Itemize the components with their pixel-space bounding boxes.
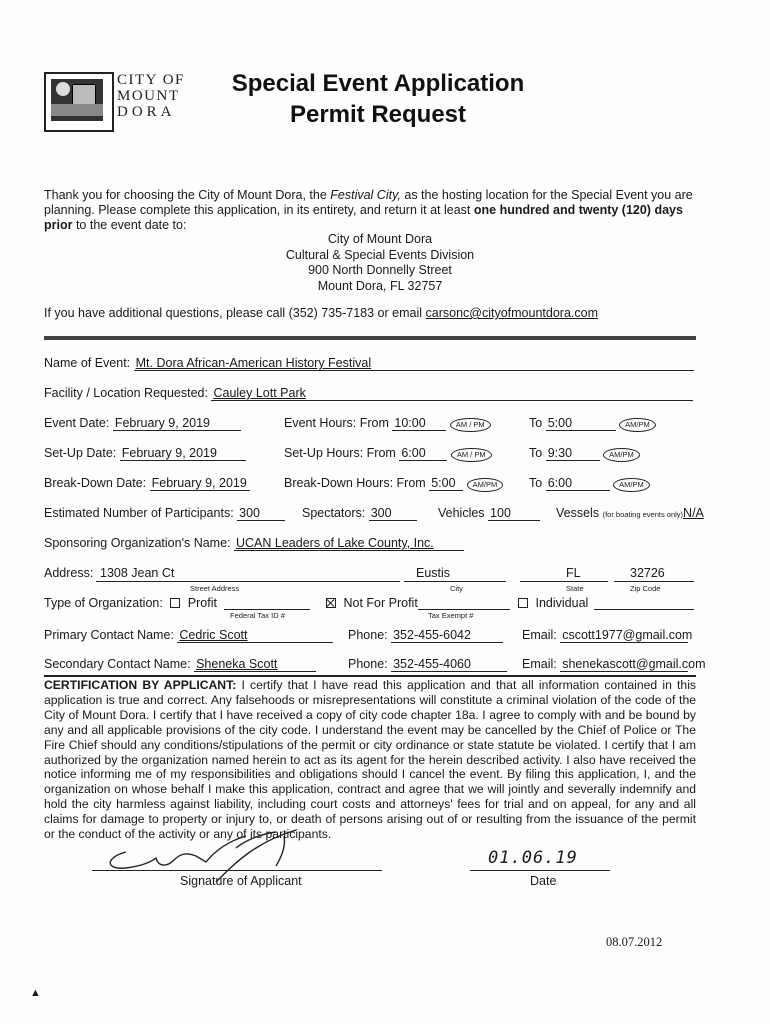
- setup-from-value: 6:00: [401, 446, 426, 460]
- secondary-email-value: shenekascott@gmail.com: [562, 657, 706, 671]
- event-to-label: To: [529, 416, 543, 430]
- primary-name-value: Cedric Scott: [179, 628, 248, 642]
- city-name: [117, 72, 185, 120]
- vessels-label: Vessels: [556, 506, 600, 520]
- individual-label: Individual: [535, 596, 589, 610]
- title-line2: Permit Request: [289, 101, 467, 128]
- org-type-row: [44, 596, 217, 610]
- primary-contact-row: [44, 628, 333, 643]
- signature-label: Signature of Applicant: [180, 874, 302, 888]
- participants-row: [44, 506, 285, 521]
- zip-value: 32726: [630, 566, 665, 580]
- secondary-contact-label: Secondary Contact Name:: [44, 657, 191, 671]
- breakdown-to-label: To: [529, 476, 543, 490]
- state-sublabel: State: [566, 584, 584, 593]
- event-hours-label: Event Hours: From: [284, 416, 389, 430]
- certification-paragraph: [44, 678, 696, 842]
- setup-to-group: [529, 446, 640, 462]
- vessels-value[interactable]: N/A: [683, 506, 704, 520]
- city-name-line1: CITY OF: [117, 72, 185, 88]
- event-to-ampm-circle[interactable]: AM/PM: [619, 418, 656, 432]
- sponsor-value: UCAN Leaders of Lake County, Inc.: [236, 536, 434, 550]
- event-hours-from-field[interactable]: [392, 416, 446, 431]
- spectators-label: Spectators:: [302, 506, 366, 520]
- primary-email-label: Email:: [522, 628, 557, 642]
- signature-date-value[interactable]: 01.06.19: [488, 848, 578, 868]
- nonprofit-checkbox[interactable]: [326, 598, 336, 608]
- zip-underline: [614, 581, 694, 582]
- zip-field[interactable]: [630, 566, 665, 580]
- date-line: [470, 870, 610, 871]
- name-of-event-value: Mt. Dora African-American History Festival: [135, 356, 372, 370]
- event-from-ampm-circle[interactable]: AM / PM: [450, 418, 491, 432]
- mailing-line4: Mount Dora, FL 32757: [317, 278, 443, 293]
- revision-date: 08.07.2012: [606, 935, 663, 949]
- secondary-name-value: Sheneka Scott: [196, 657, 278, 671]
- individual-group: [514, 596, 588, 610]
- secondary-email-label: Email:: [522, 657, 557, 671]
- setup-hours-label: Set-Up Hours: From: [284, 446, 396, 460]
- street-field[interactable]: [100, 566, 396, 580]
- secondary-email-group: [522, 657, 706, 672]
- state-field[interactable]: [566, 566, 581, 580]
- event-hours-from-value: 10:00: [394, 416, 426, 430]
- setup-date-field[interactable]: [120, 446, 246, 461]
- event-hours-to-value: 5:00: [547, 416, 573, 430]
- deadline-text: one hundred and twenty (120) days prior: [44, 203, 683, 232]
- street-sublabel: Street Address: [190, 584, 240, 593]
- tax-exempt-field[interactable]: [418, 609, 510, 610]
- spectators-value: 300: [370, 506, 392, 520]
- breakdown-from-field[interactable]: [429, 476, 463, 491]
- street-underline: [96, 581, 400, 582]
- event-date-label: Event Date:: [44, 416, 110, 430]
- setup-to-label: To: [529, 446, 543, 460]
- facility-value: Cauley Lott Park: [213, 386, 306, 400]
- setup-from-field[interactable]: [399, 446, 447, 461]
- event-date-row: [44, 416, 241, 431]
- secondary-phone-group: [348, 657, 507, 672]
- facility-field[interactable]: [211, 386, 693, 401]
- city-field[interactable]: [416, 566, 450, 580]
- date-label: Date: [530, 874, 557, 888]
- spectators-group: [302, 506, 417, 521]
- street-value: 1308 Jean Ct: [100, 566, 175, 580]
- setup-to-field[interactable]: [546, 446, 600, 461]
- title-line1: Special Event Application: [231, 70, 525, 97]
- nonprofit-label: Not For Profit: [343, 596, 418, 610]
- tax-exempt-sublabel: Tax Exempt #: [428, 611, 474, 620]
- city-underline: [404, 581, 506, 582]
- secondary-phone-field[interactable]: [391, 657, 507, 672]
- name-of-event-label: Name of Event:: [44, 356, 131, 370]
- contact-email-link[interactable]: carsonc@cityofmountdora.com: [425, 306, 598, 320]
- certification-heading: CERTIFICATION BY APPLICANT:: [44, 678, 237, 692]
- org-type-label: Type of Organization:: [44, 596, 163, 610]
- vehicles-label: Vehicles: [438, 506, 485, 520]
- breakdown-from-value: 5:00: [431, 476, 456, 490]
- event-hours-to-field[interactable]: [546, 416, 616, 431]
- city-name-line3: DORA: [117, 104, 176, 120]
- festival-city-text: Festival City,: [330, 188, 401, 202]
- breakdown-date-value: February 9, 2019: [151, 476, 247, 490]
- city-name-line2: MOUNT: [117, 88, 180, 104]
- breakdown-date-field[interactable]: [150, 476, 250, 491]
- primary-name-field[interactable]: [177, 628, 333, 643]
- address-label: Address:: [44, 566, 94, 580]
- contact-info: [44, 306, 598, 320]
- setup-hours-group: [284, 446, 492, 462]
- certification-divider: [44, 675, 696, 677]
- name-of-event-field[interactable]: [134, 356, 694, 371]
- setup-to-ampm-circle[interactable]: AM/PM: [603, 448, 640, 462]
- setup-from-ampm-circle[interactable]: AM / PM: [451, 448, 492, 462]
- breakdown-to-field[interactable]: [546, 476, 610, 491]
- secondary-contact-row: [44, 657, 316, 672]
- city-seal-logo: [44, 72, 114, 132]
- signature-line[interactable]: [92, 870, 382, 871]
- section-divider: [44, 336, 696, 340]
- primary-email-field[interactable]: [560, 628, 693, 643]
- setup-date-value: February 9, 2019: [121, 446, 217, 460]
- profit-checkbox[interactable]: [170, 598, 180, 608]
- mailing-line2: Cultural & Special Events Division: [285, 247, 475, 262]
- address-label-wrap: [44, 566, 93, 580]
- city-value: Eustis: [416, 566, 451, 580]
- event-hours-to-group: [529, 416, 656, 432]
- facility-row: [44, 386, 693, 401]
- breakdown-date-row: [44, 476, 250, 491]
- vehicles-value: 100: [490, 506, 511, 520]
- breakdown-to-group: [529, 476, 650, 492]
- secondary-phone-value: 352-455-4060: [393, 657, 471, 671]
- setup-date-label: Set-Up Date:: [44, 446, 117, 460]
- primary-contact-label: Primary Contact Name:: [44, 628, 174, 642]
- sponsor-row: [44, 536, 464, 551]
- city-sublabel: City: [450, 584, 463, 593]
- participants-label: Estimated Number of Participants:: [44, 506, 234, 520]
- intro-text-1: Thank you for choosing the City of Mount Dora, the: [44, 188, 331, 202]
- vessels-note: (for boating events only): [602, 510, 684, 519]
- primary-phone-label: Phone:: [348, 628, 388, 642]
- nonprofit-group: [322, 596, 418, 610]
- primary-phone-value: 352-455-6042: [393, 628, 471, 642]
- intro-paragraph: [44, 188, 704, 233]
- breakdown-from-ampm-circle[interactable]: AM/PM: [467, 478, 504, 492]
- sponsor-label: Sponsoring Organization's Name:: [44, 536, 231, 550]
- breakdown-to-ampm-circle[interactable]: AM/PM: [613, 478, 650, 492]
- primary-phone-group: [348, 628, 503, 643]
- page-title: [198, 68, 558, 130]
- breakdown-date-label: Break-Down Date:: [44, 476, 147, 490]
- event-hours-group: [284, 416, 491, 432]
- federal-tax-sublabel: Federal Tax ID #: [230, 611, 285, 620]
- primary-email-value: cscott1977@gmail.com: [562, 628, 693, 642]
- state-value: FL: [566, 566, 581, 580]
- setup-to-value: 9:30: [547, 446, 573, 460]
- individual-checkbox[interactable]: [518, 598, 528, 608]
- primary-email-group: [522, 628, 693, 643]
- mailing-line3: 900 North Donnelly Street: [308, 263, 452, 277]
- vessels-group: [556, 506, 704, 520]
- setup-date-row: [44, 446, 246, 461]
- intro-text-3: to the event date to:: [72, 218, 187, 232]
- secondary-email-field[interactable]: [560, 657, 706, 672]
- secondary-name-field[interactable]: [194, 657, 316, 672]
- breakdown-hours-label: Break-Down Hours: From: [284, 476, 426, 490]
- zip-sublabel: Zip Code: [630, 584, 661, 593]
- breakdown-to-value: 6:00: [547, 476, 573, 490]
- facility-label: Facility / Location Requested:: [44, 386, 208, 400]
- breakdown-hours-group: [284, 476, 503, 492]
- mailing-line1: City of Mount Dora: [327, 232, 433, 246]
- vehicles-field[interactable]: [488, 506, 540, 521]
- participants-field[interactable]: [237, 506, 285, 521]
- applicant-signature: [96, 822, 336, 902]
- state-underline: [520, 581, 608, 582]
- participants-value: 300: [239, 506, 261, 520]
- name-of-event-row: [44, 356, 694, 371]
- profit-label: Profit: [187, 596, 217, 610]
- mailing-address-block: [200, 232, 560, 294]
- primary-phone-field[interactable]: [391, 628, 503, 643]
- spectators-field[interactable]: [369, 506, 417, 521]
- vehicles-group: [438, 506, 540, 521]
- individual-field[interactable]: [594, 609, 694, 610]
- scan-mark-icon: ▲: [30, 987, 41, 999]
- certification-body: I certify that I have read this application and that all information contained in this application is true and correct. Any falsehoods or misrepresentations will constitute a criminal violation of the code of the City of Mount Dora. I certify that I have received a copy of city code chapter 18a. I agree to comply with and be bound by any and all applicable provisions of the city code. I understand the event may be cancelled by the Chief of Police or The Fire Chief should any conditions/stipulations of the permit or city ordinance or state statute be violated. I certify that I am authorized by the organization named herein to act as its agent for the herein described activity. I also have received the notice informing me of my responsibilities and obligations should I cancel the event. By filing this application, I, and the organization on whose behalf I make this application, contract and agree that we will jointly and severally indemnify and hold the city harmless against liability, including court costs and attorneys' fees for trial and on appeal, for any and all claims for damage to property or injury to, or death of persons arising out of or resulting from the issuance of the permit or the conduct of the activity or any of its participants.: [44, 678, 697, 842]
- secondary-phone-label: Phone:: [348, 657, 388, 671]
- sponsor-field[interactable]: [234, 536, 464, 551]
- event-date-field[interactable]: [113, 416, 241, 431]
- federal-tax-field[interactable]: [224, 609, 310, 610]
- event-date-value: February 9, 2019: [114, 416, 211, 430]
- contact-text: If you have additional questions, please call (352) 735-7183 or email: [44, 306, 426, 320]
- intro-text-2: as the hosting location for the Special Event you are planning. Please complete this application, in its entirety, and return it at least: [44, 188, 693, 217]
